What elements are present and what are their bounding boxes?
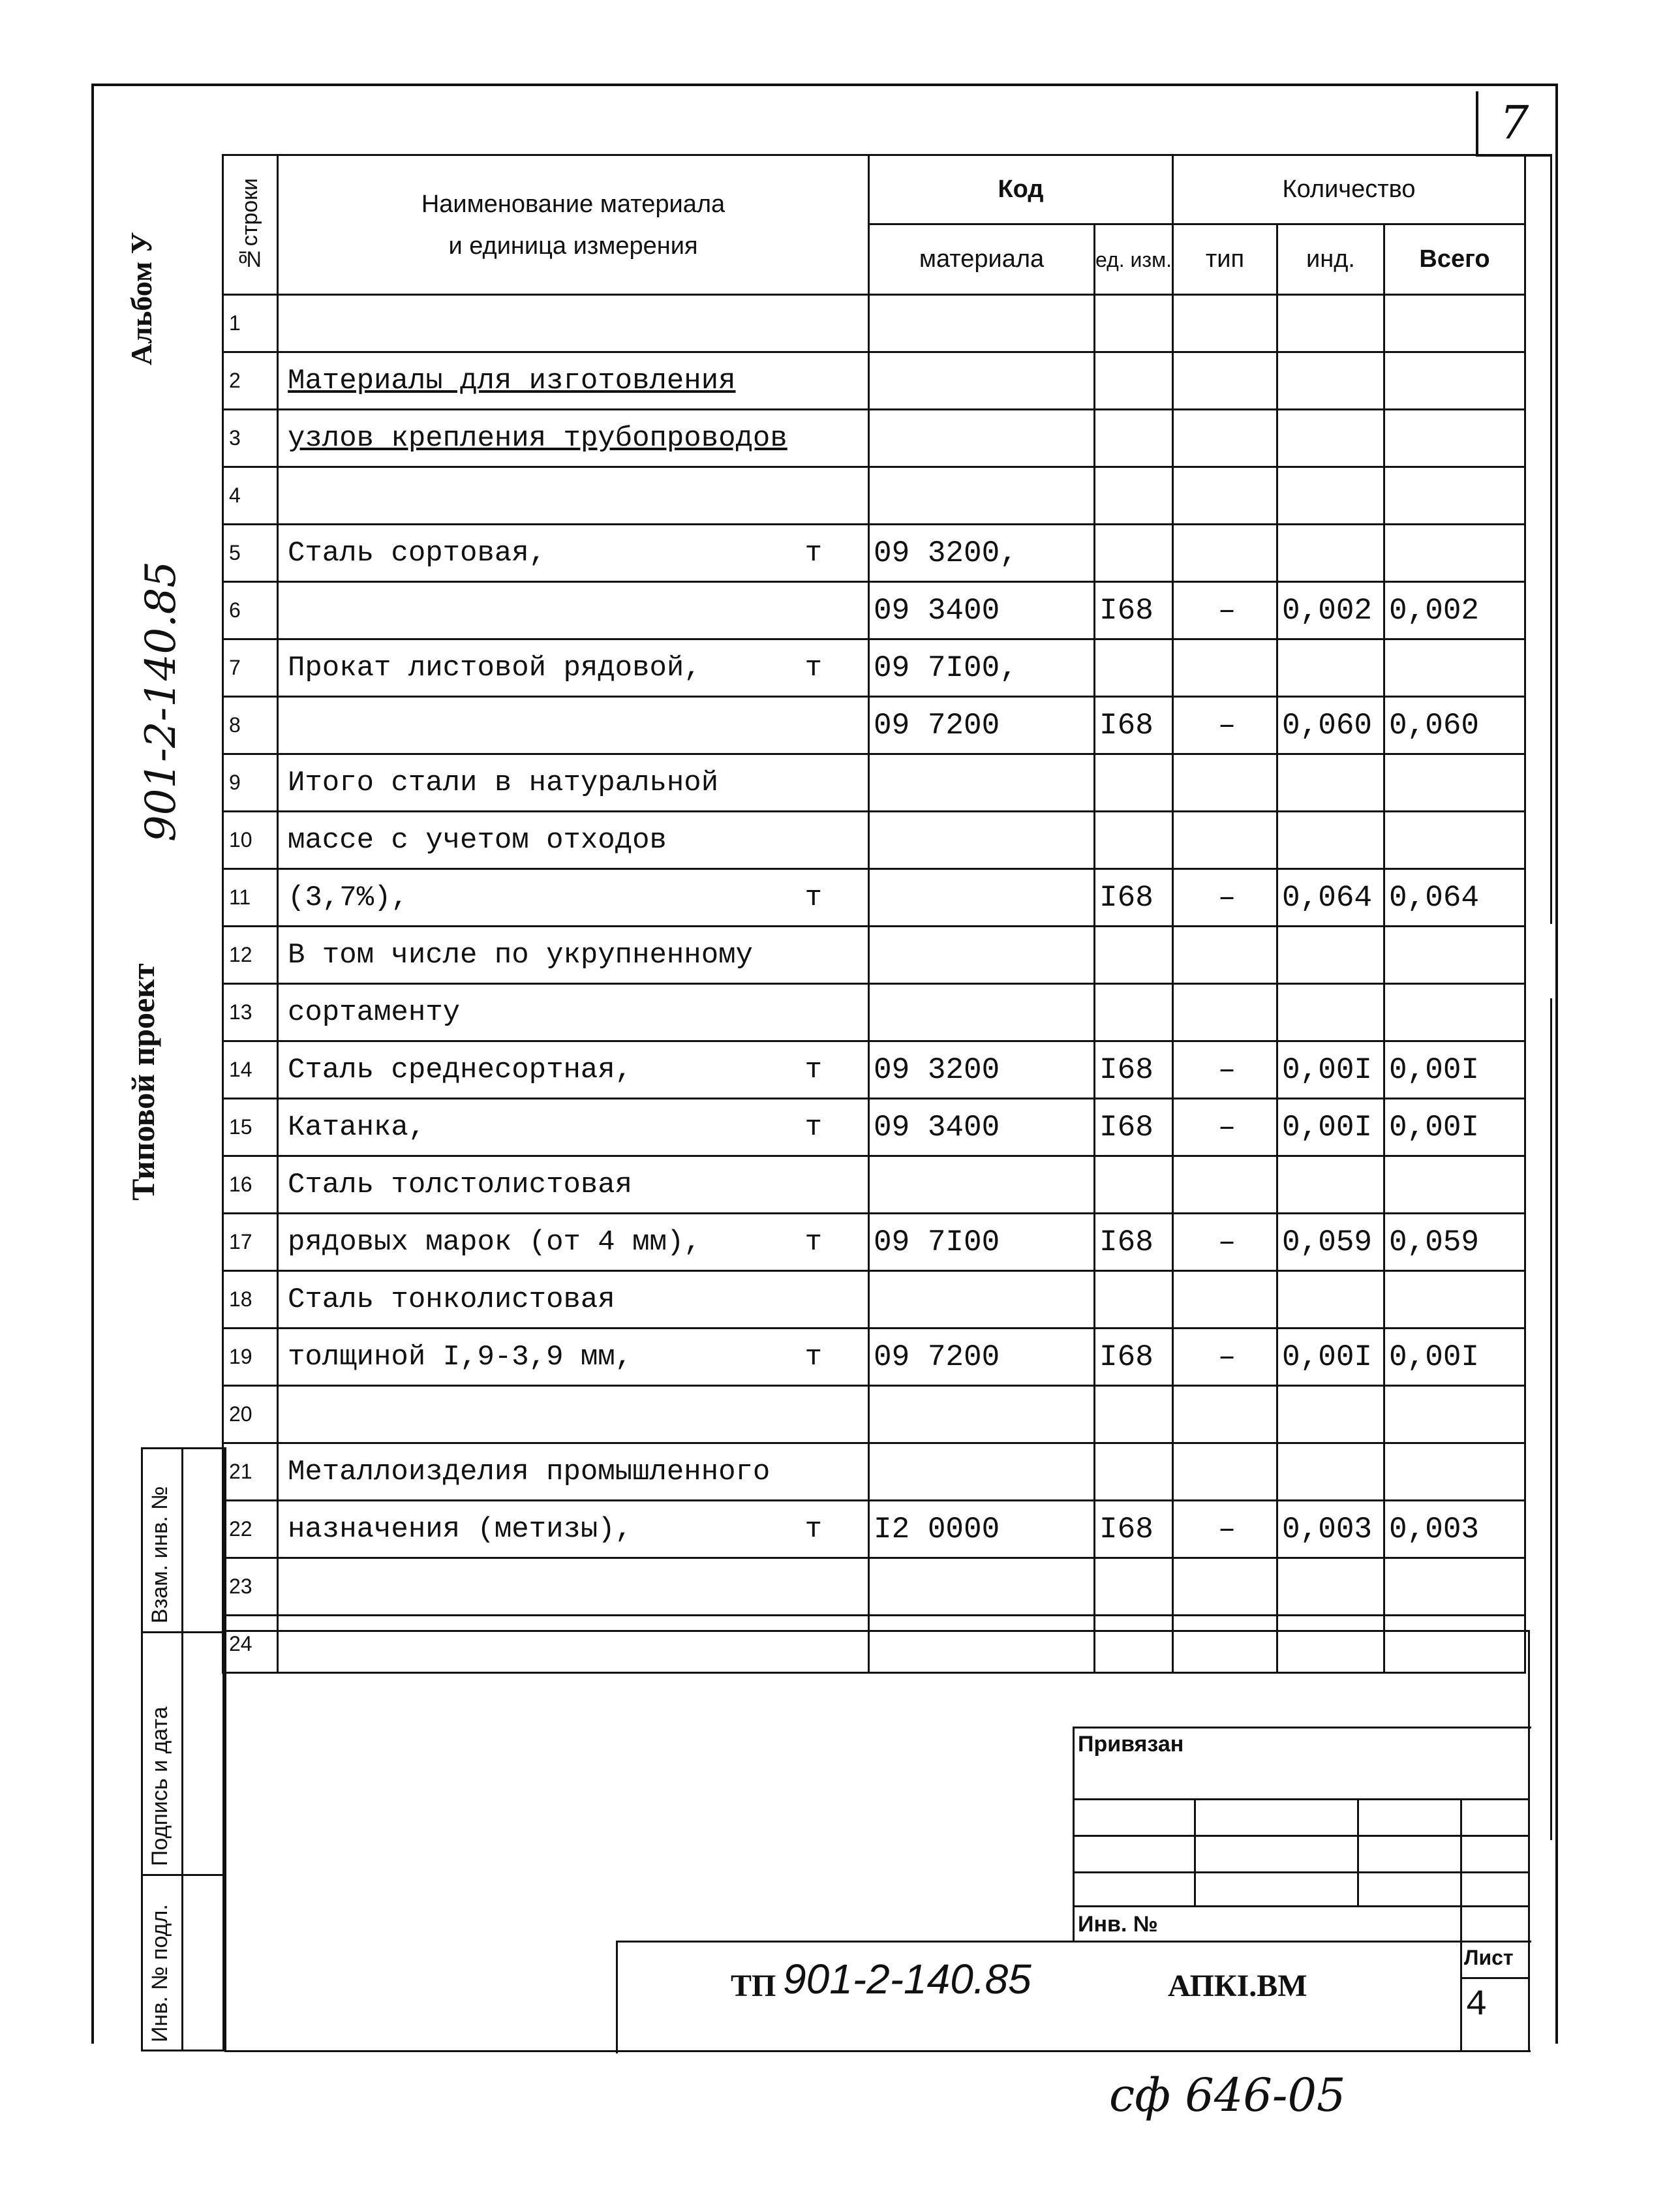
- material-name-cell: [278, 1271, 869, 1329]
- material-name-cell: [278, 1616, 869, 1673]
- total-cell: [1384, 295, 1525, 352]
- material-name-text: Сталь сортовая,: [288, 536, 547, 570]
- ind-cell: [1277, 352, 1384, 410]
- unit-code-cell: [1095, 1386, 1173, 1443]
- material-name-text: (3,7%),: [288, 881, 408, 914]
- type-cell: [1173, 410, 1277, 467]
- material-code-cell: [869, 812, 1095, 869]
- material-code-cell: [869, 984, 1095, 1041]
- material-name-cell: [278, 410, 869, 467]
- material-code-cell: 09 7200: [869, 697, 1095, 754]
- row-number-cell: 12: [223, 927, 278, 984]
- table-row: [223, 984, 1525, 1041]
- row-number-cell: 14: [223, 1041, 278, 1099]
- material-name-cell: [278, 754, 869, 812]
- unit-code-cell: [1095, 410, 1173, 467]
- table-row: [223, 1558, 1525, 1616]
- ind-cell: 0,002: [1277, 582, 1384, 639]
- materials-table: [222, 154, 1526, 1674]
- total-cell: [1384, 639, 1525, 697]
- material-unit-text: т: [804, 1513, 822, 1546]
- material-name-text: узлов крепления трубопроводов: [288, 422, 787, 455]
- table-row: [223, 1501, 1525, 1558]
- unit-code-cell: I68: [1095, 582, 1173, 639]
- row-number-cell: 2: [223, 352, 278, 410]
- material-unit-text: т: [804, 536, 822, 570]
- material-name-text: Катанка,: [288, 1111, 426, 1144]
- ind-cell: [1277, 754, 1384, 812]
- material-code-cell: 09 3400: [869, 582, 1095, 639]
- album-label: Альбом У: [125, 232, 158, 365]
- type-cell: –: [1173, 869, 1277, 927]
- material-code-cell: [869, 869, 1095, 927]
- header-type: тип: [1173, 224, 1277, 295]
- table-row: [223, 754, 1525, 812]
- material-code-cell: [869, 754, 1095, 812]
- ind-cell: [1277, 525, 1384, 582]
- row-number-cell: 16: [223, 1156, 278, 1214]
- type-cell: [1173, 754, 1277, 812]
- total-cell: 0,059: [1384, 1214, 1525, 1271]
- ind-cell: [1277, 1616, 1384, 1673]
- material-name-text: Сталь среднесортная,: [288, 1053, 633, 1086]
- row-number-cell: 4: [223, 467, 278, 525]
- unit-code-cell: [1095, 352, 1173, 410]
- ind-cell: [1277, 467, 1384, 525]
- row-number-cell: 5: [223, 525, 278, 582]
- ind-cell: 0,00I: [1277, 1099, 1384, 1156]
- material-name-cell: [278, 812, 869, 869]
- left-stamp-inner-line: [181, 1447, 183, 2051]
- material-name-text: Материалы для изготовления: [288, 364, 736, 397]
- material-name-cell: [278, 984, 869, 1041]
- material-code-cell: 09 7I00,: [869, 639, 1095, 697]
- table-row: [223, 1156, 1525, 1214]
- material-name-cell: [278, 639, 869, 697]
- material-name-cell: [278, 1386, 869, 1443]
- table-row: [223, 639, 1525, 697]
- type-cell: [1173, 352, 1277, 410]
- material-name-text: Сталь толстолистовая: [288, 1168, 633, 1201]
- table-row: [223, 1616, 1525, 1673]
- unit-code-cell: I68: [1095, 1329, 1173, 1386]
- ind-cell: [1277, 1443, 1384, 1501]
- title-block-list-line: [1460, 1977, 1529, 1979]
- material-name-cell: [278, 1329, 869, 1386]
- stamp-top-line: [224, 1630, 1529, 1632]
- material-code-cell: [869, 295, 1095, 352]
- total-cell: 0,064: [1384, 869, 1525, 927]
- unit-code-cell: [1095, 1616, 1173, 1673]
- sheet-number-top: 7: [1476, 91, 1550, 157]
- type-cell: –: [1173, 1099, 1277, 1156]
- unit-code-cell: [1095, 812, 1173, 869]
- type-cell: [1173, 927, 1277, 984]
- type-cell: –: [1173, 1041, 1277, 1099]
- header-material-name: Наименование материала и единица измерения: [278, 155, 869, 295]
- type-cell: –: [1173, 1214, 1277, 1271]
- table-row: [223, 869, 1525, 927]
- material-name-text: массе с учетом отходов: [288, 823, 667, 857]
- material-name-text: Сталь тонколистовая: [288, 1283, 615, 1316]
- header-material-code: материала: [869, 224, 1095, 295]
- unit-code-cell: [1095, 1156, 1173, 1214]
- row-number-cell: 10: [223, 812, 278, 869]
- material-code-cell: [869, 1443, 1095, 1501]
- privyazan-label: Привязан: [1078, 1732, 1184, 1757]
- material-name-cell: [278, 582, 869, 639]
- row-number-cell: 24: [223, 1616, 278, 1673]
- unit-code-cell: [1095, 927, 1173, 984]
- material-name-cell: [278, 467, 869, 525]
- table-row: [223, 525, 1525, 582]
- material-name-text: рядовых марок (от 4 мм),: [288, 1225, 701, 1259]
- tp-number: 901-2-140.85: [783, 1956, 1031, 2003]
- list-label: Лист: [1464, 1946, 1514, 1969]
- table-row: [223, 697, 1525, 754]
- table-row: [223, 1214, 1525, 1271]
- table-row: [223, 1041, 1525, 1099]
- total-cell: 0,00I: [1384, 1099, 1525, 1156]
- total-cell: [1384, 1386, 1525, 1443]
- unit-code-cell: [1095, 984, 1173, 1041]
- row-number-cell: 18: [223, 1271, 278, 1329]
- material-code-cell: 09 7200: [869, 1329, 1095, 1386]
- type-cell: [1173, 1443, 1277, 1501]
- unit-code-cell: [1095, 525, 1173, 582]
- total-cell: [1384, 984, 1525, 1041]
- ind-cell: 0,00I: [1277, 1329, 1384, 1386]
- ind-cell: [1277, 295, 1384, 352]
- material-code-cell: 09 3200: [869, 1041, 1095, 1099]
- material-name-text: Металлоизделия промышленного: [288, 1455, 771, 1488]
- ind-cell: [1277, 812, 1384, 869]
- table-row: [223, 582, 1525, 639]
- unit-code-cell: I68: [1095, 1041, 1173, 1099]
- material-name-cell: [278, 927, 869, 984]
- material-unit-text: т: [804, 881, 822, 914]
- type-cell: [1173, 1271, 1277, 1329]
- unit-code-cell: [1095, 295, 1173, 352]
- row-number-cell: 9: [223, 754, 278, 812]
- table-row: [223, 467, 1525, 525]
- typical-project-label: Типовой проект: [125, 963, 161, 1201]
- ind-cell: [1277, 1558, 1384, 1616]
- doc-code: АПКI.ВМ: [1168, 1969, 1307, 2003]
- row-number-cell: 6: [223, 582, 278, 639]
- type-cell: –: [1173, 1501, 1277, 1558]
- privyazan-col-line: [1194, 1798, 1196, 1905]
- type-cell: [1173, 295, 1277, 352]
- table-row: [223, 927, 1525, 984]
- table-row: [223, 812, 1525, 869]
- header-row-number: №строки: [223, 155, 278, 295]
- type-cell: [1173, 1156, 1277, 1214]
- table-row: [223, 1443, 1525, 1501]
- header-quantity: Количество: [1173, 155, 1525, 224]
- table-row: [223, 1271, 1525, 1329]
- material-name-text: сортаменту: [288, 996, 461, 1029]
- type-cell: [1173, 1558, 1277, 1616]
- material-name-text: Прокат листовой рядовой,: [288, 651, 701, 684]
- right-margin-line: [1550, 154, 1552, 924]
- material-code-cell: [869, 1616, 1095, 1673]
- total-cell: [1384, 1443, 1525, 1501]
- header-ind: инд.: [1277, 224, 1384, 295]
- material-name-cell: [278, 1041, 869, 1099]
- ind-cell: 0,064: [1277, 869, 1384, 927]
- row-number-cell: 21: [223, 1443, 278, 1501]
- row-number-cell: 3: [223, 410, 278, 467]
- ind-cell: [1277, 984, 1384, 1041]
- material-name-cell: [278, 1214, 869, 1271]
- header-code: Код: [869, 155, 1173, 224]
- ind-cell: [1277, 1156, 1384, 1214]
- unit-code-cell: I68: [1095, 1501, 1173, 1558]
- row-number-cell: 17: [223, 1214, 278, 1271]
- row-number-cell: 1: [223, 295, 278, 352]
- row-number-cell: 19: [223, 1329, 278, 1386]
- row-number-cell: 8: [223, 697, 278, 754]
- total-cell: [1384, 927, 1525, 984]
- material-name-text: толщиной I,9-3,9 мм,: [288, 1340, 633, 1374]
- table-body: [223, 295, 1525, 1673]
- total-cell: [1384, 410, 1525, 467]
- project-handwritten-label: 901-2-140.85: [137, 561, 185, 842]
- right-margin-line-lower: [1550, 998, 1552, 1840]
- material-name-text: назначения (метизы),: [288, 1513, 633, 1546]
- total-cell: 0,00I: [1384, 1329, 1525, 1386]
- total-cell: [1384, 525, 1525, 582]
- type-cell: [1173, 1386, 1277, 1443]
- type-cell: [1173, 812, 1277, 869]
- material-code-cell: [869, 1386, 1095, 1443]
- material-name-cell: [278, 697, 869, 754]
- ind-cell: [1277, 639, 1384, 697]
- material-code-cell: 09 7I00: [869, 1214, 1095, 1271]
- total-cell: [1384, 352, 1525, 410]
- material-name-cell: [278, 1099, 869, 1156]
- privyazan-col-line: [1460, 1798, 1462, 1941]
- ind-cell: [1277, 927, 1384, 984]
- unit-code-cell: [1095, 754, 1173, 812]
- row-number-cell: 23: [223, 1558, 278, 1616]
- table-row: [223, 1386, 1525, 1443]
- row-number-cell: 15: [223, 1099, 278, 1156]
- inv-vzam-label: Взам. инв. №: [147, 1486, 172, 1623]
- inv-podl-label: Инв. № подл.: [147, 1904, 172, 2042]
- row-number-cell: 11: [223, 869, 278, 927]
- ind-cell: [1277, 1271, 1384, 1329]
- privyazan-col-line: [1357, 1798, 1359, 1905]
- material-code-cell: 09 3400: [869, 1099, 1095, 1156]
- material-unit-text: т: [804, 651, 822, 684]
- type-cell: –: [1173, 1329, 1277, 1386]
- material-code-cell: [869, 1156, 1095, 1214]
- material-unit-text: т: [804, 1053, 822, 1086]
- total-cell: [1384, 1271, 1525, 1329]
- total-cell: 0,003: [1384, 1501, 1525, 1558]
- unit-code-cell: [1095, 1443, 1173, 1501]
- material-name-cell: [278, 525, 869, 582]
- table-row: [223, 410, 1525, 467]
- material-code-cell: [869, 352, 1095, 410]
- row-number-cell: 7: [223, 639, 278, 697]
- ind-cell: [1277, 1386, 1384, 1443]
- material-name-cell: [278, 1156, 869, 1214]
- unit-code-cell: I68: [1095, 1214, 1173, 1271]
- material-name-cell: [278, 295, 869, 352]
- type-cell: [1173, 984, 1277, 1041]
- ind-cell: 0,003: [1277, 1501, 1384, 1558]
- material-unit-text: т: [804, 1340, 822, 1374]
- material-name-text: В том числе по укрупненному: [288, 938, 753, 972]
- unit-code-cell: [1095, 1271, 1173, 1329]
- material-code-cell: [869, 1558, 1095, 1616]
- total-cell: [1384, 1156, 1525, 1214]
- material-name-cell: [278, 352, 869, 410]
- total-cell: [1384, 467, 1525, 525]
- tp-prefix: ТП: [731, 1969, 776, 2003]
- material-code-cell: [869, 467, 1095, 525]
- material-code-cell: I2 0000: [869, 1501, 1095, 1558]
- row-number-cell: 20: [223, 1386, 278, 1443]
- table-row: [223, 352, 1525, 410]
- signature-date-label: Подпись и дата: [147, 1706, 172, 1866]
- row-number-cell: 22: [223, 1501, 278, 1558]
- header-total: Всего: [1384, 224, 1525, 295]
- type-cell: –: [1173, 582, 1277, 639]
- table-row: [223, 1329, 1525, 1386]
- material-name-text: Итого стали в натуральной: [288, 766, 719, 799]
- row-number-cell: 13: [223, 984, 278, 1041]
- table-row: [223, 295, 1525, 352]
- material-code-cell: [869, 1271, 1095, 1329]
- material-unit-text: т: [804, 1225, 822, 1259]
- type-cell: [1173, 639, 1277, 697]
- header-unit: ед. изм.: [1095, 224, 1173, 295]
- total-cell: [1384, 1558, 1525, 1616]
- unit-code-cell: I68: [1095, 869, 1173, 927]
- material-unit-text: т: [804, 1111, 822, 1144]
- ind-cell: 0,060: [1277, 697, 1384, 754]
- unit-code-cell: I68: [1095, 697, 1173, 754]
- unit-code-cell: I68: [1095, 1099, 1173, 1156]
- material-name-cell: [278, 1443, 869, 1501]
- material-name-cell: [278, 1501, 869, 1558]
- total-cell: [1384, 1616, 1525, 1673]
- material-name-cell: [278, 869, 869, 927]
- inv-no-label: Инв. №: [1078, 1912, 1158, 1937]
- bottom-handwritten-note: сф 646-05: [1109, 2068, 1346, 2122]
- type-cell: [1173, 525, 1277, 582]
- total-cell: [1384, 754, 1525, 812]
- material-code-cell: [869, 927, 1095, 984]
- total-cell: 0,00I: [1384, 1041, 1525, 1099]
- title-block-list-divider: [1460, 1941, 1462, 2051]
- total-cell: 0,060: [1384, 697, 1525, 754]
- unit-code-cell: [1095, 639, 1173, 697]
- material-code-cell: 09 3200,: [869, 525, 1095, 582]
- unit-code-cell: [1095, 467, 1173, 525]
- ind-cell: [1277, 410, 1384, 467]
- type-cell: [1173, 1616, 1277, 1673]
- ind-cell: 0,00I: [1277, 1041, 1384, 1099]
- total-cell: 0,002: [1384, 582, 1525, 639]
- ind-cell: 0,059: [1277, 1214, 1384, 1271]
- material-code-cell: [869, 410, 1095, 467]
- list-value: 4: [1465, 1984, 1488, 2025]
- unit-code-cell: [1095, 1558, 1173, 1616]
- type-cell: –: [1173, 697, 1277, 754]
- type-cell: [1173, 467, 1277, 525]
- material-name-cell: [278, 1558, 869, 1616]
- total-cell: [1384, 812, 1525, 869]
- stamp-left-line: [224, 1447, 226, 2051]
- table-row: [223, 1099, 1525, 1156]
